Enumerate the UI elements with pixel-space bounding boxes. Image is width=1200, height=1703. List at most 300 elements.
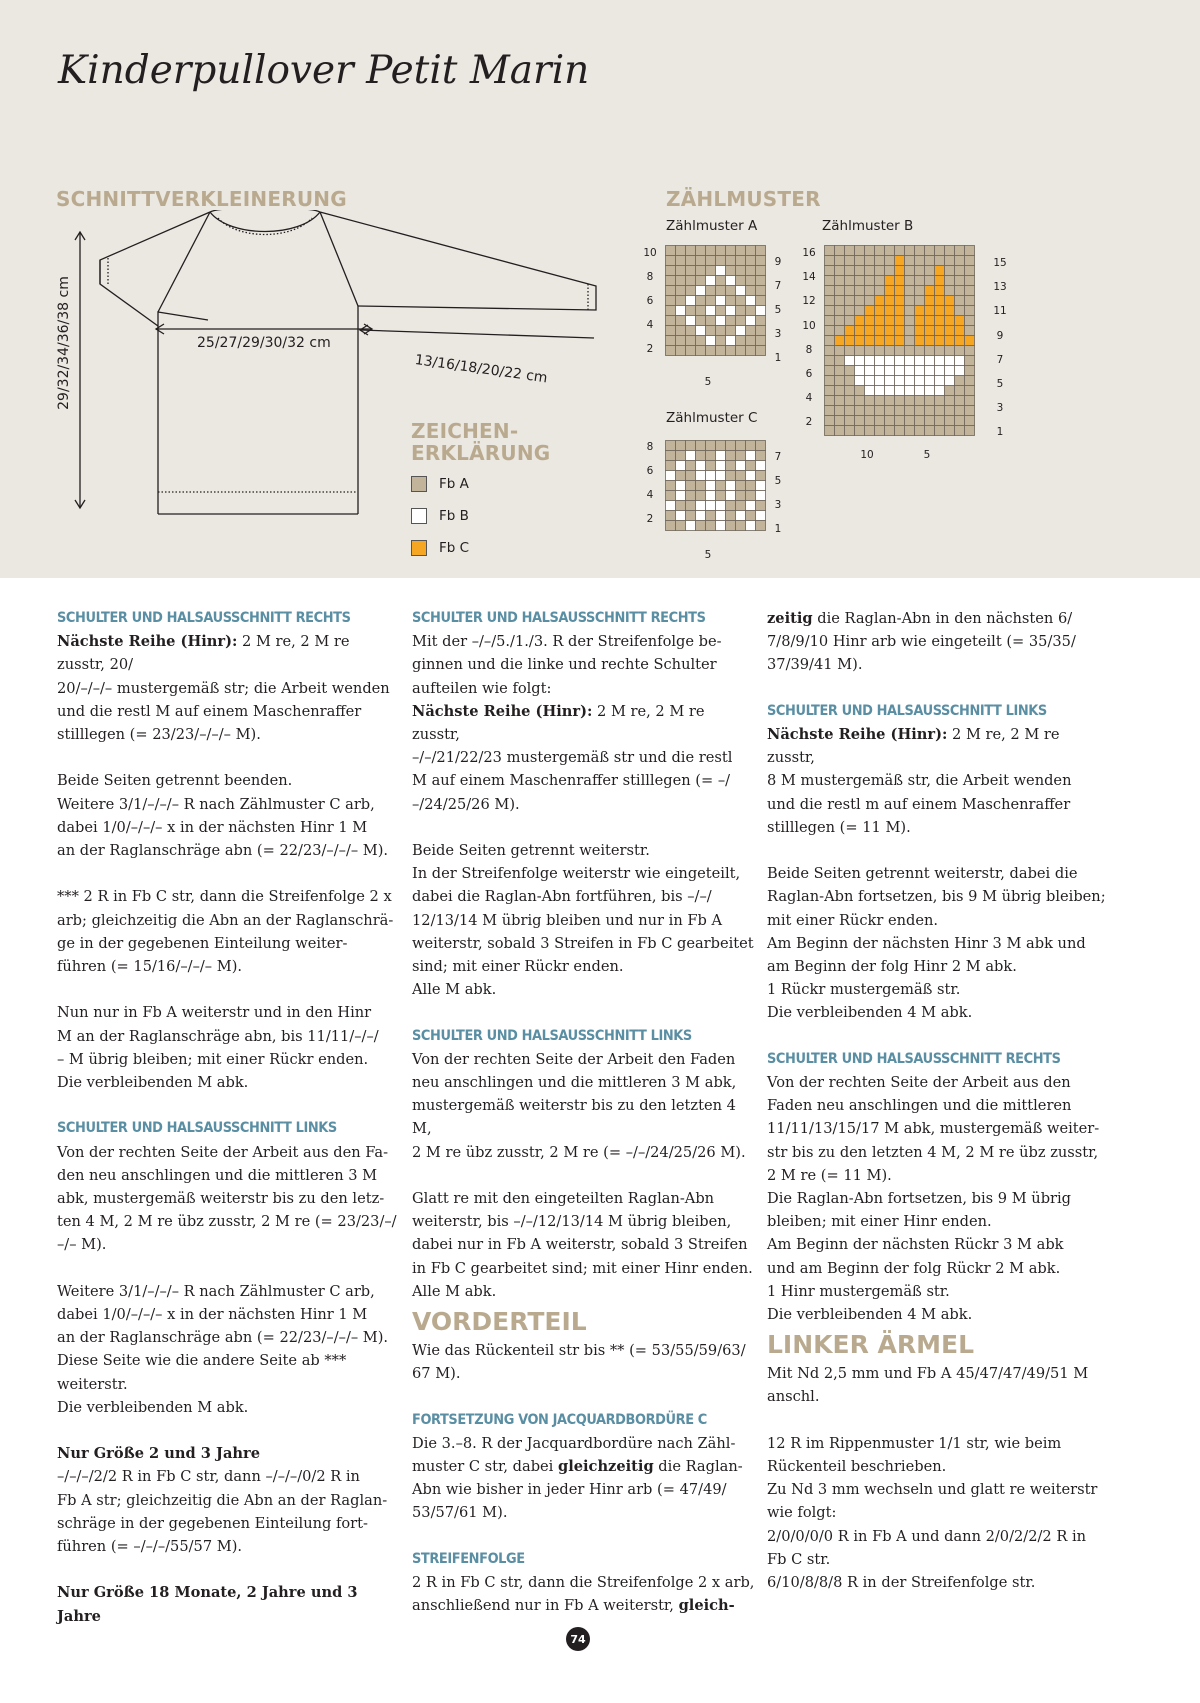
tick-label: 8 — [805, 343, 813, 356]
chart-cell — [865, 296, 875, 306]
chart-cell — [895, 416, 905, 426]
chart-cell — [865, 356, 875, 366]
chart-cell — [746, 461, 756, 471]
chart-cell — [736, 521, 746, 531]
tick-label: 15 — [993, 257, 1007, 269]
chart-cell — [955, 246, 965, 256]
chart-cell — [825, 346, 835, 356]
chart-cell — [895, 366, 905, 376]
text-line: an der Raglanschräge abn (= 22/23/–/–/– M). — [57, 1329, 389, 1347]
chart-cell — [686, 346, 696, 356]
chart-cell — [716, 491, 726, 501]
chart-cell — [875, 346, 885, 356]
chart-cell — [885, 286, 895, 296]
chart-cell — [885, 336, 895, 346]
chart-cell — [965, 356, 975, 366]
chart-cell — [965, 346, 975, 356]
chart-cell — [726, 276, 736, 286]
chart-cell — [686, 491, 696, 501]
tick-label: 10 — [860, 449, 874, 461]
text-line: ginnen und die linke und rechte Schulter — [412, 656, 717, 674]
text-run: die Raglan-Abn in den nächsten 6/ — [812, 610, 1073, 627]
chart-cell — [955, 396, 965, 406]
chart-cell — [696, 276, 706, 286]
chart-cell — [756, 481, 766, 491]
chart-cell — [845, 316, 855, 326]
chart-cell — [726, 246, 736, 256]
text-line: Die verbleibenden M abk. — [57, 1398, 249, 1416]
chart-cell — [686, 481, 696, 491]
chart-cell — [855, 286, 865, 296]
tick-label: 10 — [643, 247, 657, 259]
chart-cell — [726, 256, 736, 266]
text-line: mustergemäß weiterstr bis zu den letzten 4 M, — [412, 1097, 736, 1138]
chart-cell — [935, 386, 945, 396]
tick-label: 6 — [646, 295, 654, 307]
chart-cell — [676, 471, 686, 481]
chart-cell — [716, 461, 726, 471]
chart-cell — [716, 246, 726, 256]
chart-cell — [726, 441, 736, 451]
chart-cell — [895, 336, 905, 346]
chart-cell — [726, 471, 736, 481]
chart-cell — [696, 511, 706, 521]
chart-cell — [736, 451, 746, 461]
chart-cell — [965, 366, 975, 376]
chart-cell — [696, 521, 706, 531]
tick-label: 4 — [646, 489, 654, 501]
chart-cell — [935, 336, 945, 346]
chart-cell — [716, 521, 726, 531]
chart-cell — [955, 386, 965, 396]
chart-cell — [875, 286, 885, 296]
section-heading: SCHULTER UND HALSAUSSCHNITT LINKS — [412, 1027, 692, 1044]
text-line: in Fb C gearbeitet sind; mit einer Hinr enden. — [412, 1259, 753, 1277]
chart-cell — [935, 246, 945, 256]
chart-cell — [666, 336, 676, 346]
chart-cell — [905, 346, 915, 356]
chart-cell — [915, 316, 925, 326]
tick-label: 2 — [805, 416, 813, 429]
chart-cell — [845, 256, 855, 266]
chart-cell — [935, 366, 945, 376]
tick-label: 4 — [646, 319, 654, 331]
chart-cell — [945, 366, 955, 376]
chart-cell — [875, 336, 885, 346]
chart-cell — [855, 306, 865, 316]
chart-cell — [885, 396, 895, 406]
chart-cell — [666, 326, 676, 336]
chart-cell — [676, 266, 686, 276]
chart-cell — [915, 326, 925, 336]
text-line: Faden neu anschlingen und die mittleren — [767, 1097, 1072, 1115]
tick-label: 3 — [774, 328, 782, 340]
chart-cell — [865, 256, 875, 266]
chart-cell — [965, 286, 975, 296]
text-line: –/24/25/26 M). — [412, 795, 520, 813]
text-line: und am Beginn der folg Rückr 2 M abk. — [767, 1259, 1061, 1277]
tick-label: 9 — [996, 329, 1004, 342]
tick-label: 5 — [704, 549, 712, 561]
chart-cell — [895, 406, 905, 416]
text-line: 20/–/–/– mustergemäß str; die Arbeit wenden — [57, 679, 390, 697]
chart-cell — [676, 246, 686, 256]
chart-cell — [965, 396, 975, 406]
charts-heading: ZÄHLMUSTER — [666, 187, 821, 211]
chart-cell — [825, 386, 835, 396]
chart-cell — [855, 356, 865, 366]
text-line: Die verbleibenden 4 M abk. — [767, 1004, 973, 1022]
text-column-2 — [412, 607, 757, 1617]
text-line: Fb C str. — [767, 1550, 831, 1568]
chart-cell — [885, 326, 895, 336]
chart-cell — [925, 256, 935, 266]
chart-cell — [865, 396, 875, 406]
chart-cell — [925, 286, 935, 296]
chart-cell — [905, 376, 915, 386]
chart-cell — [945, 386, 955, 396]
chart-cell — [706, 296, 716, 306]
chart-cell — [666, 276, 676, 286]
bold-run: Nur Größe 2 und 3 Jahre — [57, 1445, 260, 1463]
chart-cell — [825, 276, 835, 286]
text-line — [57, 1442, 402, 1465]
text-line — [412, 700, 757, 746]
chart-cell — [905, 336, 915, 346]
text-line: stilllegen (= 23/23/–/–/– M). — [57, 726, 261, 744]
tick-label: 3 — [996, 402, 1004, 415]
height-label: 29/32/34/36/38 cm — [56, 276, 72, 410]
chart-cell — [925, 326, 935, 336]
text-line: und die restl M auf einem Maschenraffer — [57, 702, 362, 720]
chart-cell — [955, 376, 965, 386]
chart-c — [665, 440, 766, 531]
chart-cell — [686, 326, 696, 336]
tick-label: 13 — [993, 281, 1007, 294]
chart-cell — [825, 286, 835, 296]
chart-cell — [756, 266, 766, 276]
text-line: –/– M). — [57, 1236, 107, 1254]
chart-cell — [865, 376, 875, 386]
chart-cell — [746, 326, 756, 336]
chart-cell — [825, 396, 835, 406]
chart-cell — [835, 296, 845, 306]
text-line: Glatt re mit den eingeteilten Raglan-Abn — [412, 1190, 715, 1208]
chart-cell — [865, 336, 875, 346]
tick-label: 11 — [993, 305, 1007, 318]
text-line: Zu Nd 3 mm wechseln und glatt re weiterstr — [767, 1481, 1098, 1499]
chart-cell — [905, 276, 915, 286]
chart-cell — [676, 256, 686, 266]
chart-cell — [865, 326, 875, 336]
chart-cell — [925, 356, 935, 366]
swatch-fb-b — [411, 508, 427, 524]
chart-cell — [965, 386, 975, 396]
text-run: muster C str, dabei — [412, 1458, 558, 1476]
chart-cell — [835, 256, 845, 266]
text-line: Die Raglan-Abn fortsetzen, bis 9 M übrig — [767, 1190, 1072, 1208]
chart-cell — [845, 366, 855, 376]
chart-cell — [706, 441, 716, 451]
chart-cell — [915, 266, 925, 276]
chart-cell — [756, 521, 766, 531]
chart-cell — [895, 326, 905, 336]
chart-cell — [845, 266, 855, 276]
chart-cell — [716, 501, 726, 511]
text-line: 11/11/13/15/17 M abk, mustergemäß weiter- — [767, 1120, 1100, 1138]
chart-cell — [845, 276, 855, 286]
chart-cell — [706, 246, 716, 256]
chart-cell — [905, 396, 915, 406]
chart-cell — [855, 316, 865, 326]
text-line: anschl. — [767, 1388, 820, 1406]
chart-cell — [746, 451, 756, 461]
chart-cell — [666, 451, 676, 461]
tick-label: 1 — [774, 523, 782, 535]
chart-cell — [965, 316, 975, 326]
chart-cell — [716, 336, 726, 346]
chart-cell — [845, 396, 855, 406]
tick-label: 5 — [774, 304, 782, 316]
chart-cell — [716, 306, 726, 316]
tick-label: 16 — [802, 247, 816, 259]
chart-cell — [845, 416, 855, 426]
chart-cell — [756, 296, 766, 306]
chart-cell — [905, 326, 915, 336]
text-line: sind; mit einer Rückr enden. — [412, 958, 624, 976]
chart-cell — [706, 521, 716, 531]
chart-cell — [706, 256, 716, 266]
chart-cell — [756, 511, 766, 521]
chart-cell — [746, 521, 756, 531]
chart-cell — [686, 471, 696, 481]
chart-cell — [746, 256, 756, 266]
text-line: wie folgt: — [767, 1504, 837, 1522]
chart-b-label: Zählmuster B — [822, 218, 914, 234]
tick-label: 7 — [996, 353, 1004, 366]
chart-cell — [825, 296, 835, 306]
chart-cell — [835, 326, 845, 336]
text-line: Mit der –/–/5./1./3. R der Streifenfolge be- — [412, 633, 722, 651]
text-line — [767, 723, 1112, 769]
text-line: den neu anschlingen und die mittleren 3 M — [57, 1166, 378, 1184]
chart-cell — [746, 441, 756, 451]
text-line: Am Beginn der nächsten Hinr 3 M abk und — [767, 934, 1086, 952]
chart-cell — [825, 326, 835, 336]
chart-cell — [915, 246, 925, 256]
chart-cell — [865, 266, 875, 276]
chart-cell — [696, 286, 706, 296]
text-line: Weitere 3/1/–/–/– R nach Zählmuster C arb, — [57, 1282, 375, 1300]
chart-cell — [756, 451, 766, 461]
chart-cell — [835, 246, 845, 256]
chart-cell — [726, 521, 736, 531]
chart-cell — [935, 356, 945, 366]
text-line: Diese Seite wie die andere Seite ab *** — [57, 1352, 347, 1370]
text-line: führen (= –/–/–/55/57 M). — [57, 1538, 243, 1556]
chart-cell — [706, 511, 716, 521]
chart-cell — [696, 461, 706, 471]
chart-cell — [756, 346, 766, 356]
chart-cell — [716, 511, 726, 521]
chart-cell — [865, 366, 875, 376]
chart-cell — [746, 511, 756, 521]
chart-cell — [845, 346, 855, 356]
text-line: M an der Raglanschräge abn, bis 11/11/–/–/ — [57, 1027, 379, 1045]
chart-cell — [706, 491, 716, 501]
chart-cell — [875, 376, 885, 386]
bold-run: zeitig — [767, 610, 813, 627]
chart-cell — [666, 481, 676, 491]
chart-cell — [686, 246, 696, 256]
chart-cell — [696, 491, 706, 501]
chart-cell — [835, 356, 845, 366]
chart-cell — [915, 336, 925, 346]
text-line: weiterstr. — [57, 1375, 128, 1393]
chart-cell — [935, 276, 945, 286]
legend-heading-line1: ZEICHEN- — [411, 419, 519, 443]
chart-cell — [696, 481, 706, 491]
chart-cell — [965, 416, 975, 426]
chart-cell — [676, 521, 686, 531]
text-line: Beide Seiten getrennt weiterstr. — [412, 842, 650, 860]
chart-cell — [726, 286, 736, 296]
chart-cell — [865, 306, 875, 316]
tick-label: 2 — [646, 513, 654, 525]
chart-cell — [696, 451, 706, 461]
chart-cell — [905, 416, 915, 426]
chart-cell — [875, 296, 885, 306]
tick-label: 5 — [704, 376, 712, 388]
chart-cell — [676, 491, 686, 501]
chart-cell — [915, 276, 925, 286]
chart-cell — [825, 266, 835, 276]
chart-cell — [736, 306, 746, 316]
chart-cell — [955, 326, 965, 336]
chart-cell — [915, 416, 925, 426]
chart-cell — [895, 346, 905, 356]
chart-cell — [935, 256, 945, 266]
chart-cell — [666, 306, 676, 316]
chart-cell — [945, 286, 955, 296]
chart-cell — [726, 511, 736, 521]
chart-cell — [845, 376, 855, 386]
chart-cell — [716, 471, 726, 481]
chart-cell — [905, 296, 915, 306]
text-line: dabei 1/0/–/–/– x in der nächsten Hinr 1 M — [57, 818, 368, 836]
chart-cell — [716, 276, 726, 286]
text-line: –/–/21/22/23 mustergemäß str und die restl — [412, 749, 733, 767]
schematic-heading: SCHNITTVERKLEINERUNG — [56, 187, 347, 211]
chart-cell — [895, 286, 905, 296]
text-line: 7/8/9/10 Hinr arb wie eingeteilt (= 35/35/ — [767, 633, 1076, 651]
chart-cell — [835, 406, 845, 416]
chart-cell — [875, 366, 885, 376]
tick-label: 6 — [805, 368, 813, 380]
tick-label: 2 — [646, 343, 654, 355]
text-line: neu anschlingen und die mittleren 3 M abk, — [412, 1074, 737, 1092]
chart-cell — [736, 346, 746, 356]
chart-cell — [945, 306, 955, 316]
chart-cell — [736, 276, 746, 286]
chart-cell — [945, 396, 955, 406]
chart-cell — [736, 326, 746, 336]
chart-cell — [696, 306, 706, 316]
text-line: Beide Seiten getrennt beenden. — [57, 772, 293, 790]
text-line: Wie das Rückenteil str bis ** (= 53/55/59/63/ — [412, 1342, 746, 1360]
chart-cell — [915, 356, 925, 366]
chart-cell — [885, 416, 895, 426]
paragraph — [57, 630, 402, 676]
chart-cell — [666, 461, 676, 471]
chart-cell — [676, 451, 686, 461]
chart-cell — [885, 266, 895, 276]
text-line: Beide Seiten getrennt weiterstr, dabei die — [767, 865, 1078, 883]
chart-cell — [756, 306, 766, 316]
chart-cell — [666, 286, 676, 296]
chart-cell — [925, 346, 935, 356]
text-line: an der Raglanschräge abn (= 22/23/–/–/– M). — [57, 842, 389, 860]
chart-cell — [716, 286, 726, 296]
chart-cell — [706, 346, 716, 356]
text-line: 1 Rückr mustergemäß str. — [767, 981, 961, 999]
chart-cell — [945, 296, 955, 306]
chart-cell — [756, 336, 766, 346]
chart-cell — [835, 416, 845, 426]
text-line: Fb A str; gleichzeitig die Abn an der Raglan- — [57, 1491, 388, 1509]
chart-cell — [686, 266, 696, 276]
chart-cell — [915, 366, 925, 376]
chart-cell — [965, 256, 975, 266]
chart-cell — [875, 316, 885, 326]
chart-cell — [756, 441, 766, 451]
chart-cell — [676, 286, 686, 296]
chart-cell — [686, 256, 696, 266]
chart-cell — [676, 276, 686, 286]
chart-cell — [915, 256, 925, 266]
chart-cell — [885, 426, 895, 436]
chart-cell — [845, 246, 855, 256]
chart-cell — [676, 346, 686, 356]
chart-cell — [686, 461, 696, 471]
legend-heading — [411, 420, 550, 464]
section-heading: FORTSETZUNG VON JACQUARDBORDÜRE C — [412, 1411, 707, 1428]
tick-label: 7 — [774, 280, 782, 292]
text-line: 53/57/61 M). — [412, 1504, 508, 1522]
text-line: Von der rechten Seite der Arbeit aus den — [767, 1074, 1071, 1092]
chart-cell — [696, 346, 706, 356]
chart-cell — [875, 246, 885, 256]
chart-cell — [825, 336, 835, 346]
text-line: str bis zu den letzten 4 M, 2 M re übz zusstr, — [767, 1143, 1099, 1161]
chart-cell — [945, 336, 955, 346]
chart-cell — [855, 326, 865, 336]
chart-cell — [885, 346, 895, 356]
chart-cell — [706, 471, 716, 481]
section-title-vorderteil: VORDERTEIL — [412, 1307, 587, 1337]
chart-cell — [905, 356, 915, 366]
chart-cell — [965, 296, 975, 306]
chart-cell — [825, 366, 835, 376]
chart-cell — [925, 316, 935, 326]
chart-cell — [835, 336, 845, 346]
chart-cell — [855, 276, 865, 286]
chart-cell — [915, 426, 925, 436]
chart-cell — [965, 376, 975, 386]
chart-cell — [865, 346, 875, 356]
chart-cell — [915, 346, 925, 356]
chart-cell — [915, 286, 925, 296]
